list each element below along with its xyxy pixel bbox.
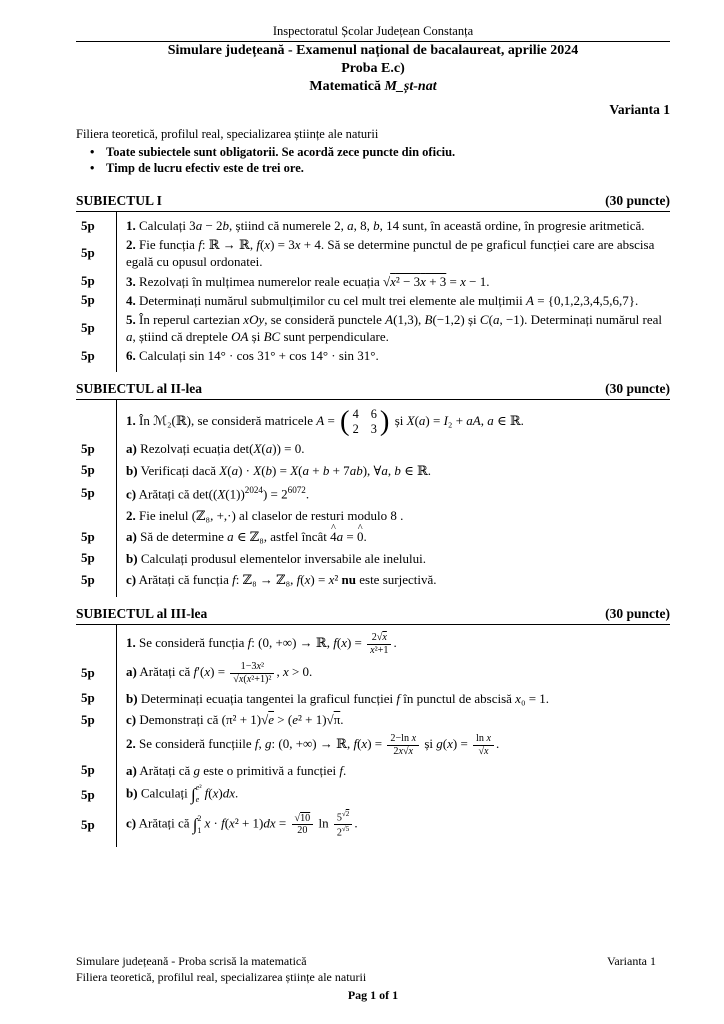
points-marker: 5p [81, 484, 95, 500]
footer-line-1 [76, 954, 670, 970]
problem-row [76, 236, 670, 270]
problem-row [76, 440, 670, 457]
section-points: (30 puncte) [605, 193, 670, 209]
points-marker: 5p [81, 217, 95, 233]
problem-text: 2. Fie inelul (ℤ₈, +,·) al claselor de resturi modulo 8 . [126, 507, 404, 523]
variant-label: Varianta 1 [609, 101, 670, 117]
problem-text: 1. În ℳ₂(ℝ), se consideră matricele A = ( 4 6 2 3 ) și X(a) = I₂ + aA, a ∈ ℝ. [126, 405, 524, 437]
instructions-list [76, 144, 670, 177]
problem-text: c) Arătați că funcția f: ℤ₈ → ℤ₈, f(x) = x² nu este surjectivă. [126, 572, 437, 588]
section-header [76, 193, 670, 212]
section-title: SUBIECTUL al III-lea [76, 605, 208, 621]
problem-text: c) Arătați că ∫ 2 1 x · f(x² + 1)dx = $\frac{√10}{20}$ ln $\frac{5^{√2}}{2^{√5}}$ . [126, 810, 358, 839]
problem-row [76, 311, 670, 345]
problem-text: 1. Se consideră funcția f: (0, +∞) → ℝ, f(x) = $\frac{2√x}{\text{x²+1}}$ . [126, 632, 397, 656]
problem-row [76, 711, 670, 728]
section-header [76, 606, 670, 625]
points-marker: 5p [81, 550, 95, 566]
problem-text: a) Arătați că g este o primitivă a funcției f. [126, 762, 347, 778]
points-marker: 5p [81, 528, 95, 544]
problem-row [76, 784, 670, 806]
points-marker [76, 507, 116, 524]
points-marker: 5p [81, 572, 95, 588]
footer-variant-label: Varianta 1 [607, 954, 656, 969]
points-marker: 5p [81, 292, 95, 308]
problem-row [76, 528, 670, 545]
section-subiectul-1 [76, 193, 670, 364]
problem-text: a) Arătați că f′(x) = $\frac{\text{1−3x²}}{\text{√x(x²+1)²}}$ , x > 0. [126, 660, 313, 685]
problem-row [76, 661, 670, 685]
footer-exam-label: Simulare județeană - Proba scrisă la matematică [76, 954, 307, 969]
points-marker: 5p [81, 712, 95, 727]
section-body [76, 212, 670, 364]
section-body [76, 400, 670, 588]
section-header [76, 381, 670, 400]
instruction-item: • Timp de lucru efectiv este de trei ore. [76, 160, 670, 176]
problem-row [76, 405, 670, 437]
section-points: (30 puncte) [605, 605, 670, 621]
problem-text: 5. În reperul cartezian xOy, se consideră punctele A(1,3), B(−1,2) și C(a, −1). Determinați numărul real a, știind că dreptele OA și BC sunt perpendiculare. [126, 311, 662, 344]
section-body [76, 625, 670, 840]
problem-text: b) Calculați produsul elementelor inversabile ale inelului. [126, 550, 426, 566]
points-marker: 5p [81, 320, 95, 335]
points-marker: 5p [81, 762, 95, 778]
problem-row [76, 347, 670, 364]
problem-text: b) Calculați ∫ e² e f(x)dx. [126, 782, 239, 805]
exam-subject [76, 78, 670, 96]
points-marker [76, 408, 116, 436]
filiera-line: Filiera teoretică, profilul real, specializarea științe ale naturii [76, 126, 379, 141]
problem-row [76, 571, 670, 588]
page-number: Pag 1 of 1 [347, 988, 399, 1003]
subject-label: Matematică [309, 79, 381, 95]
problem-text: c) Demonstrați că (π² + 1)√e > (e² + 1)√π. [126, 712, 344, 728]
problem-row [76, 762, 670, 779]
section-title: SUBIECTUL I [76, 193, 162, 209]
problem-row [76, 690, 670, 707]
problem-row [76, 550, 670, 567]
points-marker: 5p [81, 462, 95, 478]
problem-text: 6. Calculați sin 14° · cos 31° + cos 14° · sin 31°. [126, 348, 379, 364]
problem-text: a) Să de determine a ∈ ℤ₈, astfel încât 4 ^a = 0 ^. [116, 528, 670, 545]
problem-text: 2. Fie funcția f: ℝ → ℝ, f(x) = 3x + 4. Să se determine punctul de pe graficul funcției care are abscisa egală cu opusul ordonatei. [126, 237, 655, 270]
section-subiectul-2 [76, 381, 670, 588]
section-subiectul-3 [76, 606, 670, 840]
exam-proba: Proba E.c) [341, 61, 405, 77]
problem-text: b) Verificați dacă X(a) · X(b) = X(a + b + 7ab), ∀a, b ∈ ℝ. [126, 462, 432, 478]
problem-row [76, 810, 670, 839]
section-points: (30 puncte) [605, 381, 670, 397]
points-marker: 5p [81, 347, 95, 363]
exam-title: Simulare județeană - Examenul național de bacalaureat, aprilie 2024 [167, 43, 579, 58]
footer-line-2: Filiera teoretică, profilul real, specializarea științe ale naturii [76, 969, 367, 984]
page-header [76, 24, 670, 176]
points-marker: 5p [81, 816, 95, 832]
problem-row [76, 217, 670, 234]
points-marker: 5p [81, 665, 95, 681]
problem-text: a) Rezolvați ecuația det(X(a)) = 0. [126, 441, 305, 457]
problem-row [76, 273, 670, 290]
points-marker: 5p [81, 786, 95, 802]
page-footer [76, 954, 670, 1004]
problem-text: 2. Se consideră funcțiile f, g: (0, +∞) → ℝ, f(x) = $\frac{\text{2−ln x}}{2x√x}$ și g(x) = $\frac{\text{ln x}}{√x}$ . [126, 733, 500, 757]
problem-text: 4. Determinați numărul submulțimilor cu cel mult trei elemente ale mulțimii A = {0,1,2,3,4,5,6,7}. [126, 292, 639, 308]
instruction-item: • Toate subiectele sunt obligatorii. Se acordă zece puncte din oficiu. [76, 144, 670, 160]
problem-row [76, 632, 670, 656]
problem-text: c) Arătați că $\det((X(1))^{2024}) = 2^{6072}$. [126, 484, 310, 501]
points-marker [76, 733, 116, 757]
points-marker [76, 632, 116, 656]
points-marker: 5p [81, 440, 95, 456]
problem-row [76, 292, 670, 309]
problem-row [76, 507, 670, 524]
problem-row [76, 733, 670, 757]
problem-row [76, 484, 670, 502]
points-marker: 5p [81, 273, 95, 289]
problem-row [76, 462, 670, 479]
points-marker: 5p [81, 690, 95, 706]
points-marker: 5p [81, 245, 95, 261]
institution-line: Inspectoratul Școlar Județean Constanța [272, 24, 474, 38]
subject-code: M_șt-nat [384, 79, 437, 95]
problem-text: 1. Calculați 3a − 2b, știind că numerele 2, a, 8, b, 14 sunt, în această ordine, în progresie aritmetică. [126, 218, 645, 234]
problem-text: 3. Rezolvați în mulțimea numerelor reale ecuația √x² − 3x + 3 = x − 1. [126, 273, 490, 289]
section-title: SUBIECTUL al II-lea [76, 381, 203, 397]
problem-text: b) Determinați ecuația tangentei la graficul funcției f în punctul de abscisă x₀ = 1. [126, 690, 550, 706]
